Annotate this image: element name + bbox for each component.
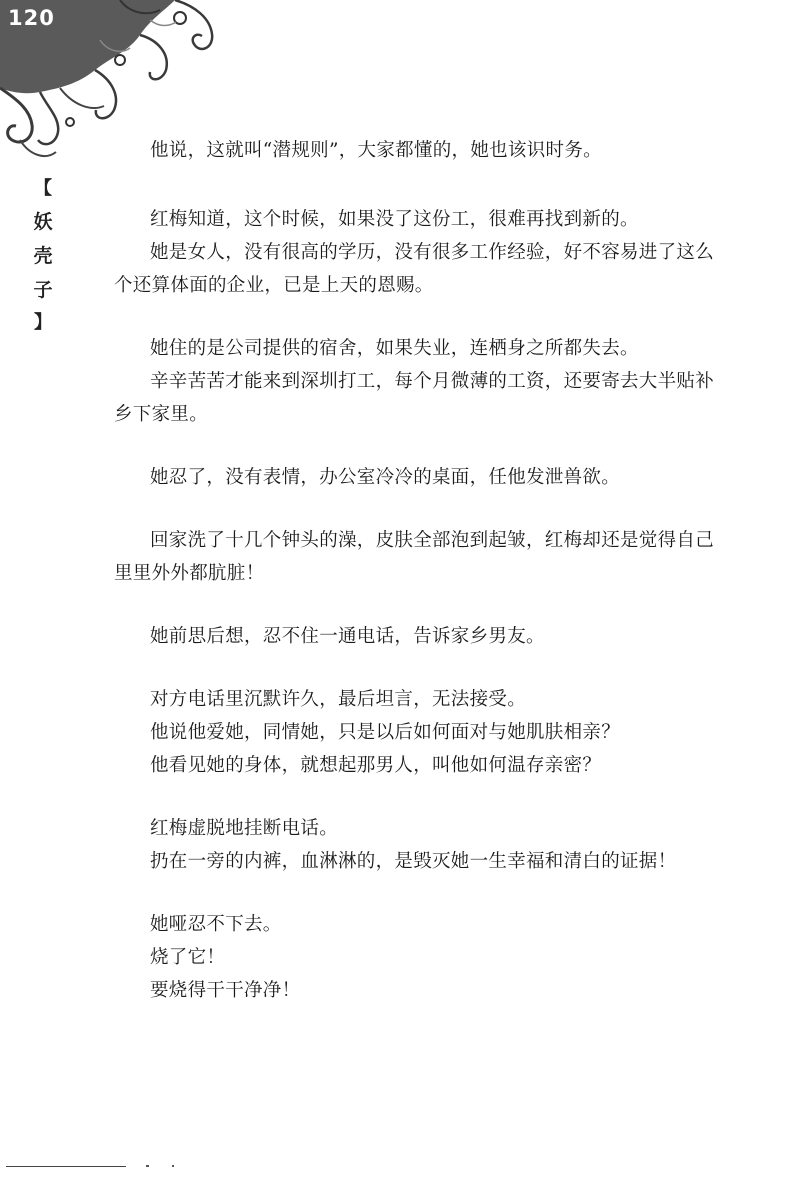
- paragraph: 他说他爱她，同情她，只是以后如何面对与她肌肤相亲？: [150, 722, 621, 743]
- footer-mark: [172, 1165, 174, 1167]
- paragraph: 辛辛苦苦才能来到深圳打工，每个月微薄的工资，还要寄去大半贴补乡下家里。: [114, 371, 715, 425]
- paragraph: 她哑忍不下去。: [150, 914, 282, 935]
- page-number: 120: [8, 6, 55, 30]
- paragraph: 她前思后想，忍不住一通电话，告诉家乡男友。: [150, 626, 545, 647]
- paragraph: 对方电话里沉默许久，最后坦言，无法接受。: [150, 689, 527, 710]
- paragraph: 他说，这就叫“潜规则”，大家都懂的，她也该识时务。: [150, 140, 602, 161]
- paragraph: 红梅虚脱地挂断电话。: [150, 818, 339, 839]
- body-text: [114, 134, 714, 1007]
- paragraph: 他看见她的身体，就想起那男人，叫他如何温存亲密？: [150, 755, 602, 776]
- paragraph: 扔在一旁的内裤，血淋淋的，是毁灭她一生幸福和清白的证据！: [150, 851, 677, 872]
- side-title-bracket-open: 【: [34, 178, 52, 199]
- paragraph: 她忍了，没有表情，办公室冷冷的桌面，任他发泄兽欲。: [150, 467, 621, 488]
- footer-rule: [6, 1166, 126, 1167]
- footer-mark: [146, 1165, 149, 1167]
- side-title-bracket-close: 】: [34, 312, 52, 333]
- side-title-char-3: 子: [33, 279, 53, 301]
- side-title: [28, 180, 58, 332]
- paragraph: 她住的是公司提供的宿舍，如果失业，连栖身之所都失去。: [150, 338, 639, 359]
- paragraph: 烧了它！: [150, 947, 226, 968]
- side-title-char-1: 妖: [33, 211, 53, 233]
- side-title-char-2: 壳: [33, 245, 53, 267]
- paragraph: 回家洗了十几个钟头的澡，皮肤全部泡到起皱，红梅却还是觉得自己里里外外都肮脏！: [114, 530, 715, 584]
- paragraph: 她是女人，没有很高的学历，没有很多工作经验，好不容易进了这么个还算体面的企业，已是上天的恩赐。: [114, 242, 715, 296]
- paragraph: 红梅知道，这个时候，如果没了这份工，很难再找到新的。: [150, 209, 639, 230]
- paragraph: 要烧得干干净净！: [150, 980, 301, 1001]
